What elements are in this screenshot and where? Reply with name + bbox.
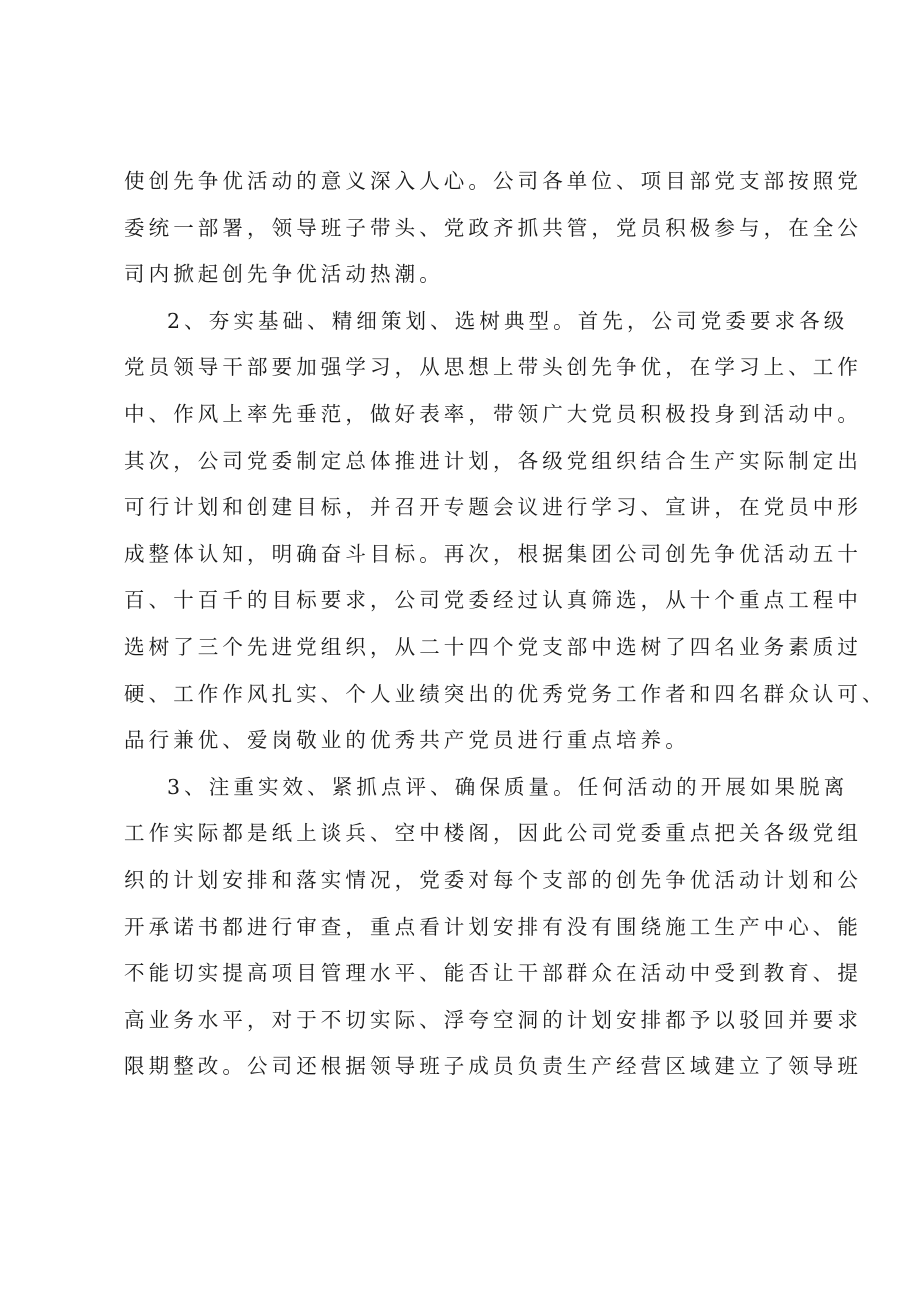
text-line: 限期整改。公司还根据领导班子成员负责生产经营区域建立了领导班 — [124, 1054, 862, 1079]
text-line: 可行计划和创建目标，并召开专题会议进行学习、宣讲，在党员中形 — [124, 495, 862, 520]
text-line: 2、夯实基础、精细策划、选树典型。首先，公司党委要求各级 — [167, 308, 849, 333]
text-line: 党员领导干部要加强学习，从思想上带头创先争优，在学习上、工作 — [124, 355, 862, 380]
text-line: 司内掀起创先争优活动热潮。 — [124, 262, 444, 287]
text-line: 使创先争优活动的意义深入人心。公司各单位、项目部党支部按照党 — [124, 169, 862, 193]
text-line: 高业务水平，对于不切实际、浮夸空洞的计划安排都予以驳回并要求 — [124, 1007, 862, 1032]
text-line: 选树了三个先进党组织，从二十四个党支部中选树了四名业务素质过 — [124, 634, 862, 659]
paragraph-1 — [124, 158, 862, 298]
paragraph-3 — [124, 764, 862, 1090]
text-line: 其次，公司党委制定总体推进计划，各级党组织结合生产实际制定出 — [124, 448, 862, 473]
text-line: 开承诺书都进行审查，重点看计划安排有没有围绕施工生产中心、能 — [124, 914, 862, 939]
text-line: 委统一部署，领导班子带头、党政齐抓共管，党员积极参与，在全公 — [124, 215, 862, 240]
text-line: 织的计划安排和落实情况，党委对每个支部的创先争优活动计划和公 — [124, 867, 862, 892]
text-line: 百、十百千的目标要求，公司党委经过认真筛选，从十个重点工程中 — [124, 588, 862, 613]
text-line: 成整体认知，明确奋斗目标。再次，根据集团公司创先争优活动五十 — [124, 541, 862, 566]
text-line: 硬、工作作风扎实、个人业绩突出的优秀党务工作者和四名群众认可、 — [124, 681, 887, 706]
text-line: 不能切实提高项目管理水平、能否让干部群众在活动中受到教育、提 — [124, 961, 862, 986]
text-line: 3、注重实效、紧抓点评、确保质量。任何活动的开展如果脱离 — [167, 774, 849, 799]
text-line: 工作实际都是纸上谈兵、空中楼阁，因此公司党委重点把关各级党组 — [124, 821, 862, 846]
text-line: 品行兼优、爱岗敬业的优秀共产党员进行重点培养。 — [124, 728, 690, 753]
document-body — [124, 158, 887, 1090]
text-line: 中、作风上率先垂范，做好表率，带领广大党员积极投身到活动中。 — [124, 401, 862, 426]
paragraph-2 — [124, 298, 887, 764]
